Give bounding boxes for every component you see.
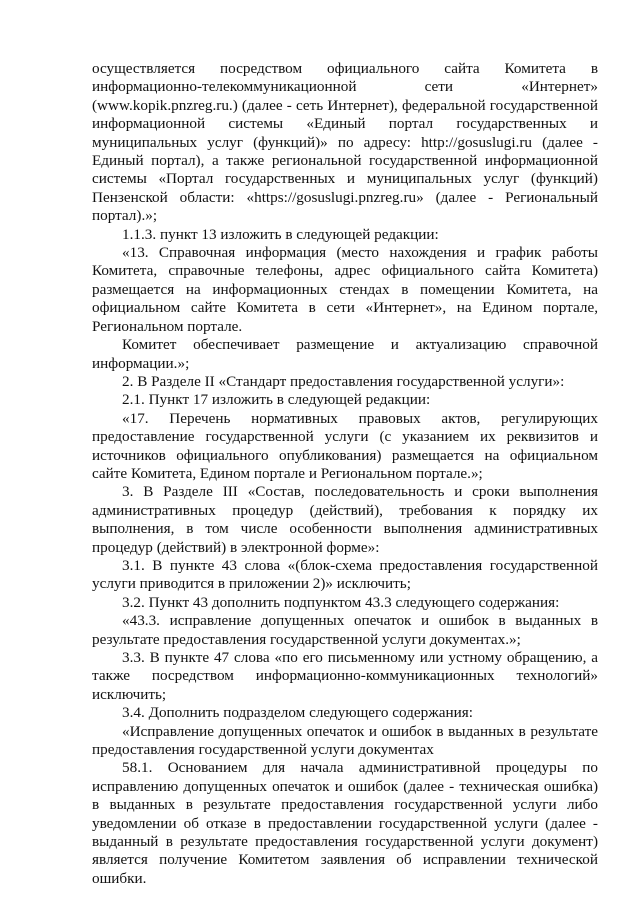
paragraph: «Исправление допущенных опечаток и ошибок в выданных в результате предоставления государственной услуги документах [92,722,598,759]
paragraph: 3.2. Пункт 43 дополнить подпунктом 43.3 следующего содержания: [122,593,560,611]
paragraph: 58.1. Основанием для начала административной процедуры по исправлению допущенных опечаток и ошибок (далее - техническая ошибка) в выданных в результате предоставления государственной услуги либо уведомлении об отказе в предоставлении государственной услуги (далее - выданный в результате предоставления государственной услуги документ) является получение Комитетом заявления об исправлении технической ошибки. [92,759,598,887]
paragraph: 2. В Разделе II «Стандарт предоставления государственной услуги»: [122,372,565,390]
paragraph: 3.3. В пункте 47 слова «по его письменному или устному обращению, а также посредством информационно-коммуникационных технологий» исключить; [92,649,598,703]
paragraph: осуществляется посредством официального сайта Комитета в информационно-телекоммуникационной сети «Интернет» (www.kopik.pnzreg.ru.) (далее - сеть Интернет), федеральной государственной информационной системы «Единый портал государственных и муниципальных услуг (функций)» по адресу: http://gosuslugi.ru (далее - Единый портал), а также региональной государственной информационной системы «Портал государственных и муниципальных услуг (функций) Пензенской области: «https://gosuslugi.pnzreg.ru» (далее - Региональный портал).»; [92,60,598,225]
paragraph: 3. В Разделе III «Состав, последовательность и сроки выполнения административных процедур (действий), требования к порядку их выполнения, в том числе особенности выполнения административных процедур (действий) в электронной форме»: [92,483,598,556]
paragraph: «13. Справочная информация (место нахождения и график работы Комитета, справочные телефоны, адрес официального сайта Комитета) размещается на информационных стендах в помещении Комитета, на официальном сайте Комитета в сети «Интернет», на Едином портале, Региональном портале. [92,244,598,335]
paragraph: «43.3. исправление допущенных опечаток и ошибок в выданных в результате предоставления государственной услуги документах.»; [92,612,598,648]
paragraph: 1.1.3. пункт 13 изложить в следующей редакции: [122,225,439,243]
paragraph: Комитет обеспечивает размещение и актуализацию справочной информации.»; [92,336,598,372]
document-body [92,60,598,888]
paragraph: 3.4. Дополнить подразделом следующего содержания: [122,704,473,722]
paragraph: 2.1. Пункт 17 изложить в следующей редакции: [122,391,431,409]
paragraph: 3.1. В пункте 43 слова «(блок-схема предоставления государственной услуги приводится в приложении 2)» исключить; [92,556,598,593]
paragraph: «17. Перечень нормативных правовых актов, регулирующих предоставление государственной услуги (с указанием их реквизитов и источников официального опубликования) размещается на официальном сайте Комитета, Едином портале и Региональном портале.»; [92,409,598,482]
